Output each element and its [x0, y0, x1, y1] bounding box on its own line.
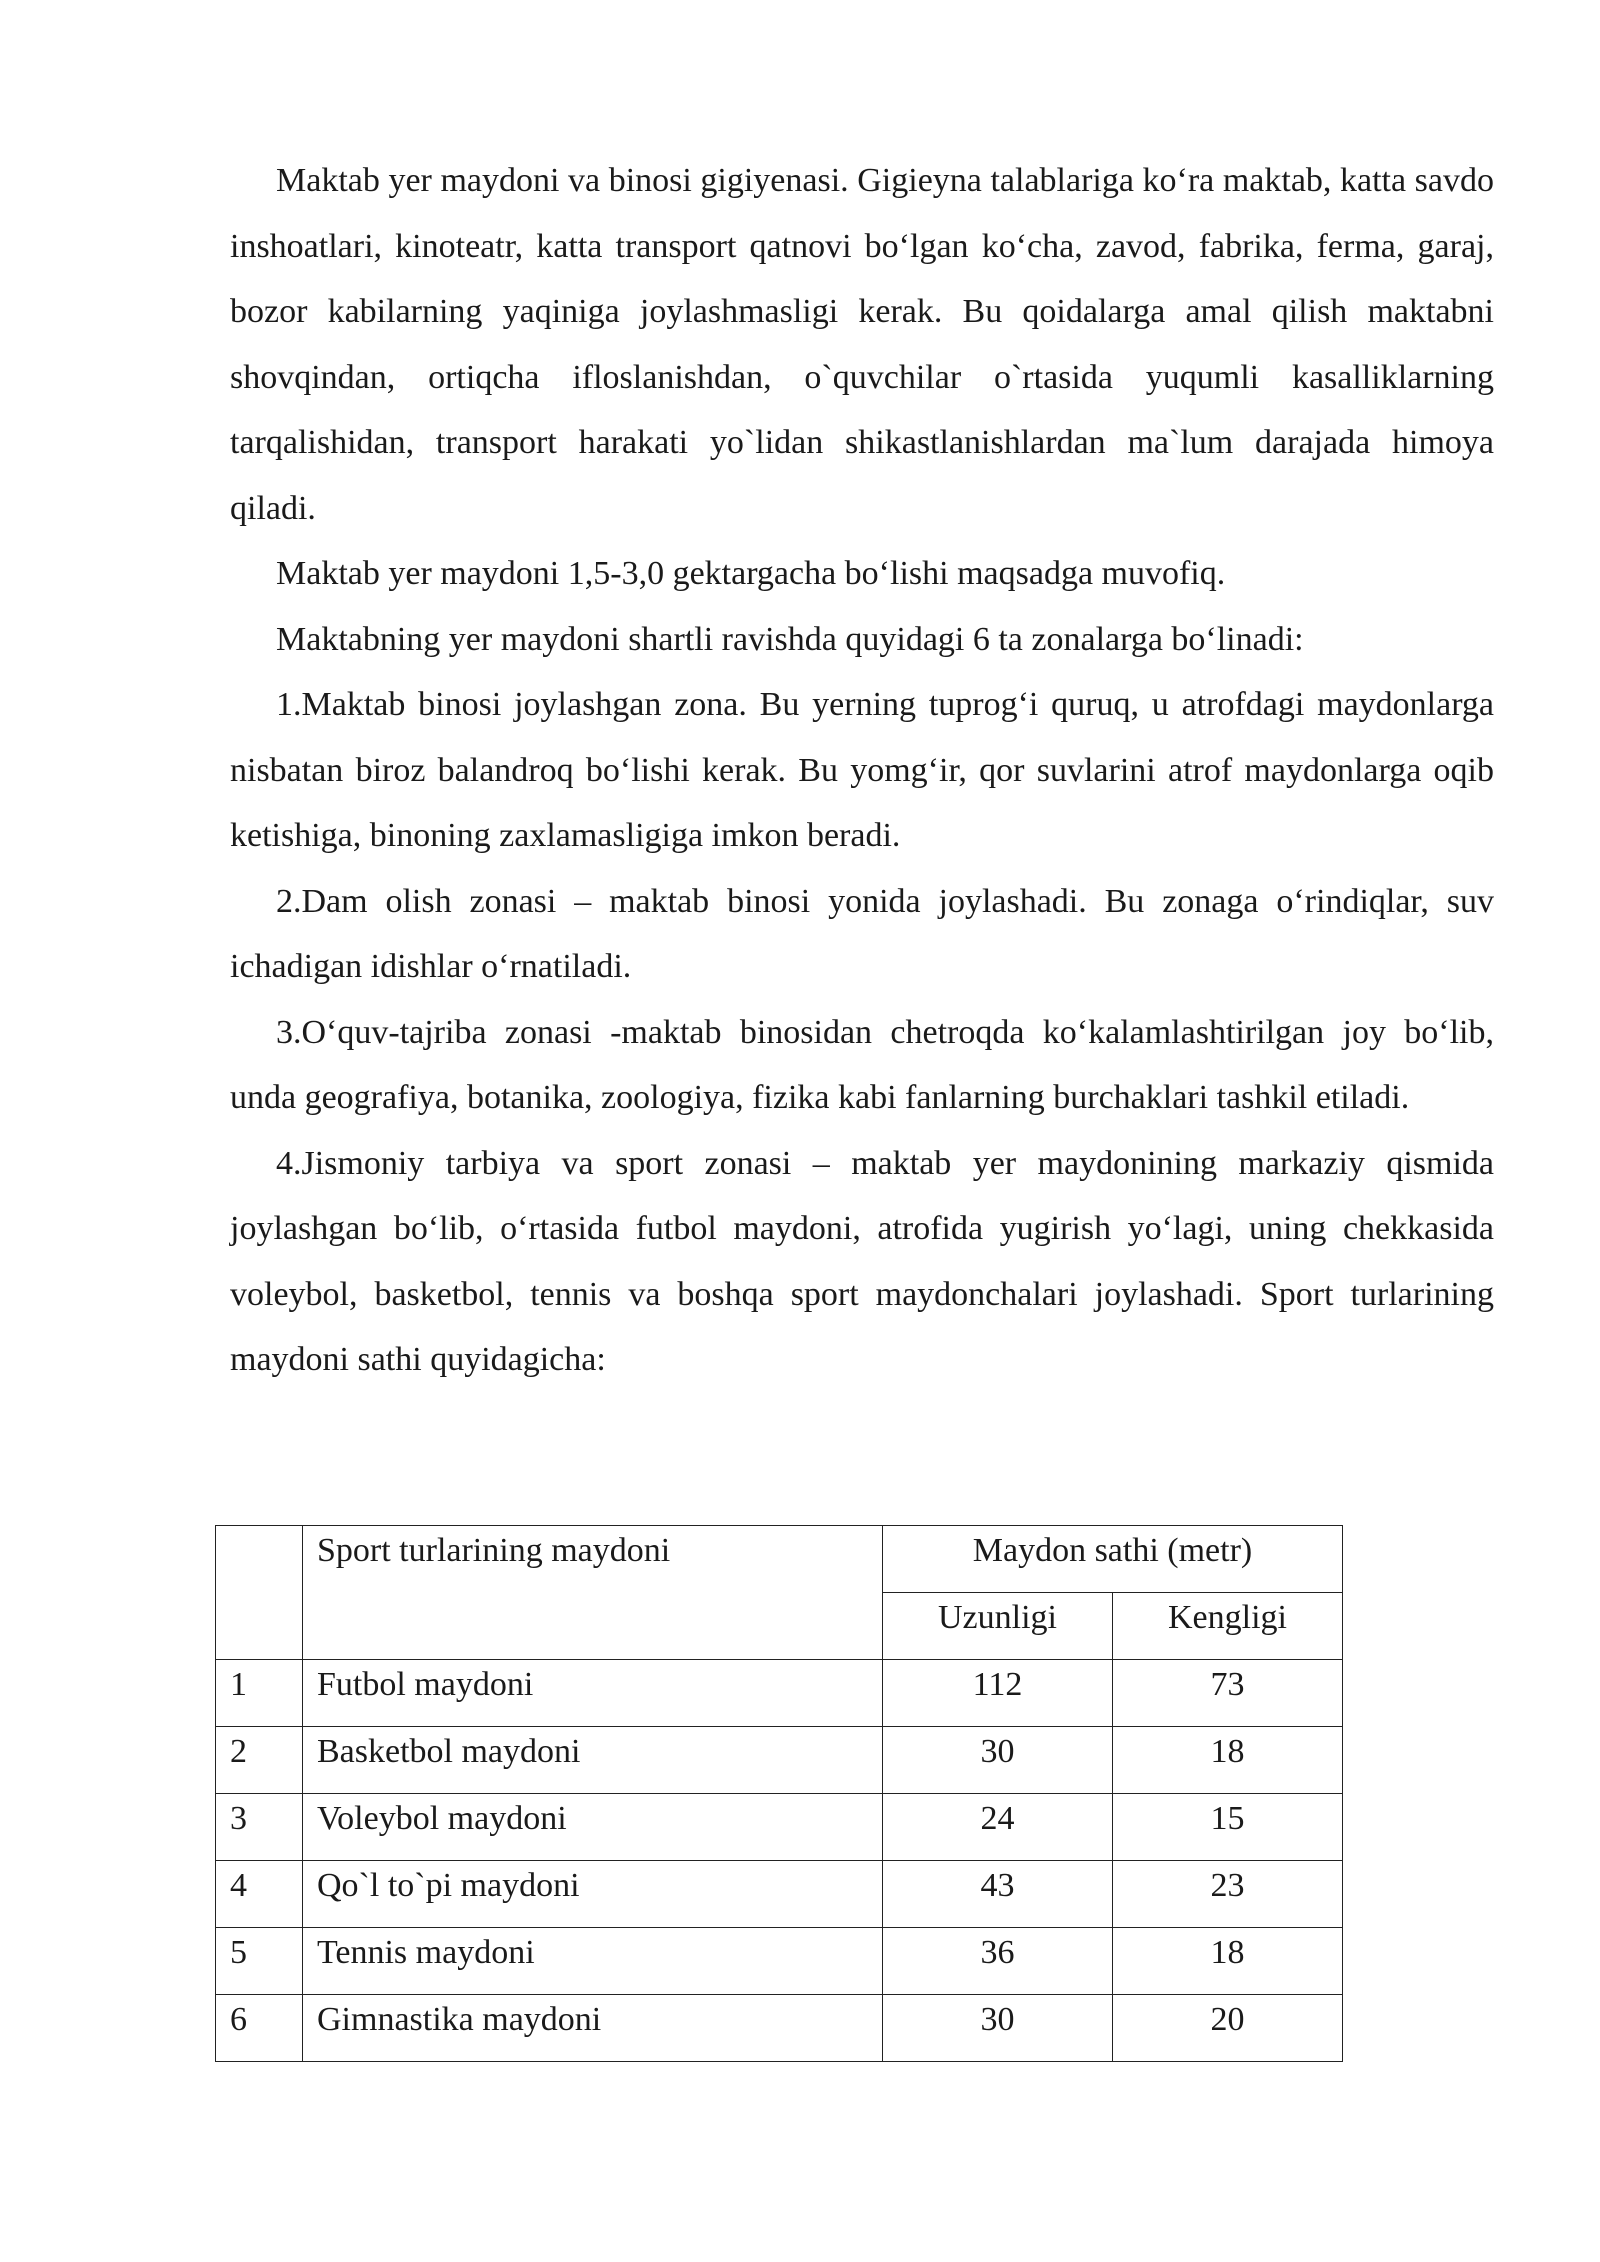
- header-width: Kengligi: [1113, 1593, 1343, 1660]
- table-header-row: [216, 1526, 1343, 1593]
- row-number: 2: [216, 1727, 303, 1794]
- row-width: 18: [1113, 1727, 1343, 1794]
- table-row: [216, 1794, 1343, 1861]
- header-number-cell: [216, 1526, 303, 1660]
- row-number: 6: [216, 1995, 303, 2062]
- sport-area-table-wrapper: [215, 1525, 1343, 2062]
- paragraph-zone-3: 3.O‘quv-tajriba zonasi -maktab binosidan chetroqda ko‘kalamlashtirilgan joy bo‘lib, unda geografiya, botanika, zoologiya, fizika kabi fanlarning burchaklari tashkil etiladi.: [230, 1013, 1494, 1116]
- row-sport-name: Futbol maydoni: [303, 1660, 883, 1727]
- table-row: [216, 1660, 1343, 1727]
- row-width: 15: [1113, 1794, 1343, 1861]
- row-length: 24: [883, 1794, 1113, 1861]
- row-sport-name: Gimnastika maydoni: [303, 1995, 883, 2062]
- row-width: 23: [1113, 1861, 1343, 1928]
- row-number: 3: [216, 1794, 303, 1861]
- paragraph-school-hygiene: Maktab yer maydoni va binosi gigiyenasi. Gigieyna talablariga ko‘ra maktab, katta savdo inshoatlari, kinoteatr, katta transport qatnovi bo‘lgan ko‘cha, zavod, fabrika, ferma, garaj, bozor kabilarning yaqiniga joylashmasligi kerak. Bu qoidalarga amal qilish maktabni shovqindan, ortiqcha ifloslanishdan, o`quvchilar o`rtasida yuqumli kasalliklarning tarqalishidan, transport harakati yo`lidan shikastlanishlardan ma`lum darajada himoya qiladi.: [230, 162, 1494, 527]
- paragraph-zone-2: 2.Dam olish zonasi – maktab binosi yonida joylashadi. Bu zonaga o‘rindiqlar, suv ichadigan idishlar o‘rnatiladi.: [230, 882, 1494, 985]
- paragraph-land-area: Maktab yer maydoni 1,5-3,0 gektargacha bo‘lishi maqsadga muvofiq.: [276, 555, 1226, 592]
- table-row: [216, 1861, 1343, 1928]
- header-area-group: Maydon sathi (metr): [883, 1526, 1343, 1593]
- paragraph-zone-4: 4.Jismoniy tarbiya va sport zonasi – maktab yer maydonining markaziy qismida joylashgan bo‘lib, o‘rtasida futbol maydoni, atrofida yugirish yo‘lagi, uning chekkasida voleybol, basketbol, tennis va boshqa sport maydonchalari joylashadi. Sport turlarining maydoni sathi quyidagicha:: [230, 1144, 1494, 1378]
- header-length: Uzunligi: [883, 1593, 1113, 1660]
- paragraph-zone-1: 1.Maktab binosi joylashgan zona. Bu yerning tuprog‘i quruq, u atrofdagi maydonlarga nisbatan biroz balandroq bo‘lishi kerak. Bu yomg‘ir, qor suvlarini atrof maydonlarga oqib ketishiga, binoning zaxlamasligiga imkon beradi.: [230, 686, 1494, 854]
- paragraph-zones-intro: Maktabning yer maydoni shartli ravishda quyidagi 6 ta zonalarga bo‘linadi:: [276, 620, 1304, 658]
- table-row: [216, 1995, 1343, 2062]
- row-number: 4: [216, 1861, 303, 1928]
- row-width: 20: [1113, 1995, 1343, 2062]
- row-length: 30: [883, 1995, 1113, 2062]
- document-body: [230, 148, 1494, 1393]
- row-length: 43: [883, 1861, 1113, 1928]
- row-sport-name: Basketbol maydoni: [303, 1727, 883, 1794]
- header-sport-name: Sport turlarining maydoni: [303, 1526, 883, 1660]
- row-length: 36: [883, 1928, 1113, 1995]
- row-number: 1: [216, 1660, 303, 1727]
- row-sport-name: Voleybol maydoni: [303, 1794, 883, 1861]
- table-row: [216, 1928, 1343, 1995]
- sport-area-table: [215, 1525, 1343, 2062]
- row-sport-name: Tennis maydoni: [303, 1928, 883, 1995]
- row-width: 18: [1113, 1928, 1343, 1995]
- table-row: [216, 1727, 1343, 1794]
- row-length: 30: [883, 1727, 1113, 1794]
- row-length: 112: [883, 1660, 1113, 1727]
- row-width: 73: [1113, 1660, 1343, 1727]
- row-sport-name: Qo`l to`pi maydoni: [303, 1861, 883, 1928]
- row-number: 5: [216, 1928, 303, 1995]
